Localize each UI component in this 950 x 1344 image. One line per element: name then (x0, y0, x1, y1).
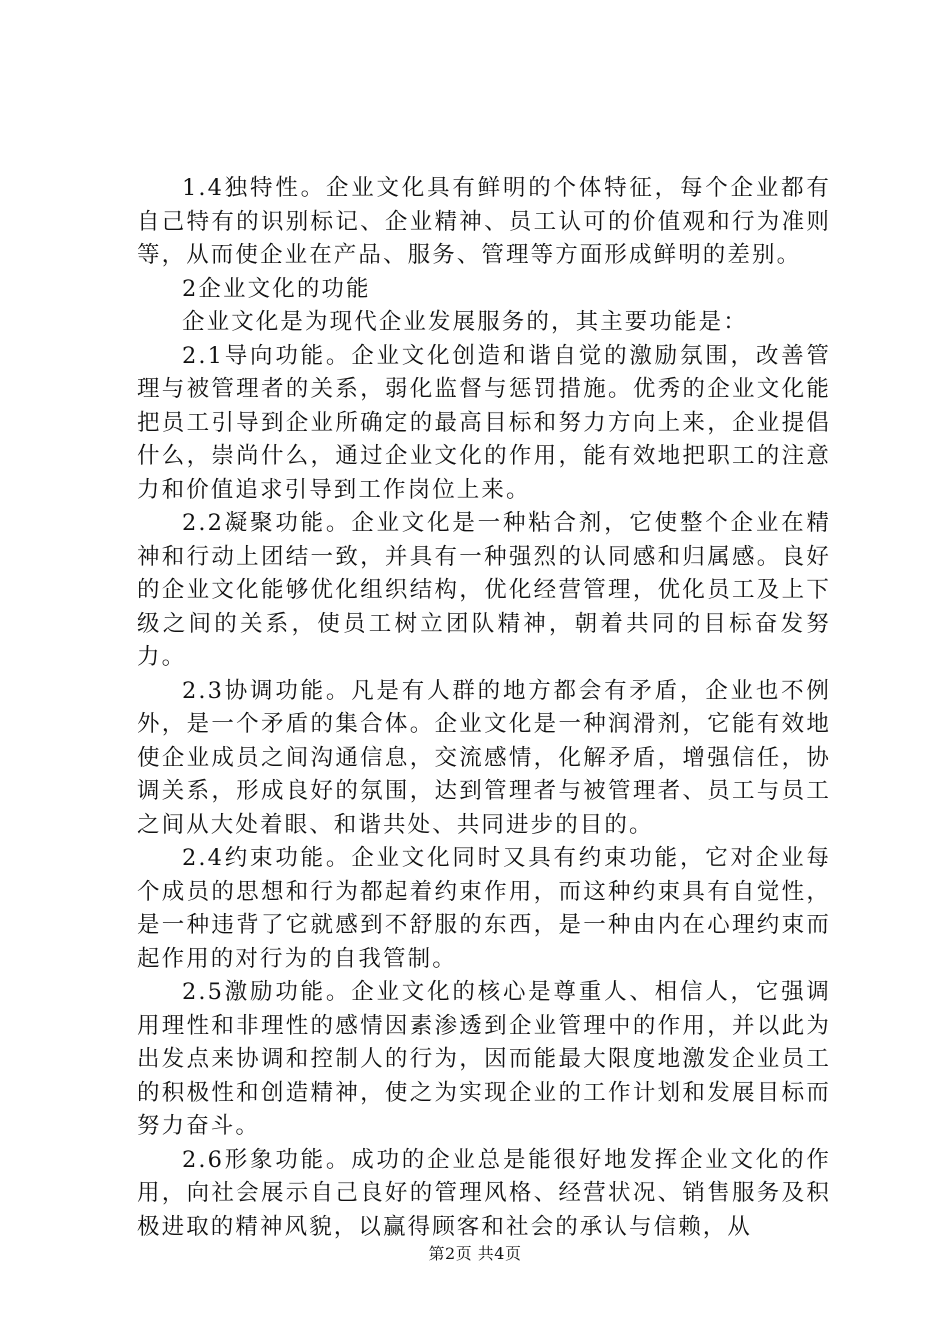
page-footer: 第2页 共4页 (428, 1244, 522, 1263)
paragraph-functions-intro: 企业文化是为现代企业发展服务的，其主要功能是： (182, 309, 748, 335)
paragraph-2-3-coordination: 2.3协调功能。凡是有人群的地方都会有矛盾，企业也不例外，是一个矛盾的集合体。企业文化是一种润滑剂，它能有效地使企业成员之间沟通信息，交流感情，化解矛盾，增强信任，协调关系，形成良好的氛围，达到管理者与被管理者、员工与员工之间从大处着眼、和谐共处、共同进步的目的。 (137, 677, 831, 838)
document-body (137, 172, 831, 1244)
paragraph-2-6-image: 2.6形象功能。成功的企业总是能很好地发挥企业文化的作用，向社会展示自己良好的管理风格、经营状况、销售服务及积极进取的精神风貌，以赢得顾客和社会的承认与信赖，从 (137, 1146, 831, 1240)
paragraph-2-1-guidance: 2.1导向功能。企业文化创造和谐自觉的激励氛围，改善管理与被管理者的关系，弱化监督与惩罚措施。优秀的企业文化能把员工引导到企业所确定的最高目标和努力方向上来，企业提倡什么，崇尚什么，通过企业文化的作用，能有效地把职工的注意力和价值追求引导到工作岗位上来。 (137, 342, 831, 503)
paragraph-2-2-cohesion: 2.2凝聚功能。企业文化是一种粘合剂，它使整个企业在精神和行动上团结一致，并具有一种强烈的认同感和归属感。良好的企业文化能够优化组织结构，优化经营管理，优化员工及上下级之间的关系，使员工树立团队精神，朝着共同的目标奋发努力。 (137, 510, 831, 670)
paragraph-2-5-motivation: 2.5激励功能。企业文化的核心是尊重人、相信人，它强调用理性和非理性的感情因素渗透到企业管理中的作用，并以此为出发点来协调和控制人的行为，因而能最大限度地激发企业员工的积极性和创造精神，使之为实现企业的工作计划和发展目标而努力奋斗。 (137, 979, 831, 1139)
paragraph-2-4-constraint: 2.4约束功能。企业文化同时又具有约束功能，它对企业每个成员的思想和行为都起着约束作用，而这种约束具有自觉性，是一种违背了它就感到不舒服的东西，是一种由内在心理约束而起作用的对行为的自我管制。 (137, 845, 831, 972)
section-heading-2: 2企业文化的功能 (182, 275, 371, 302)
paragraph-1-4-uniqueness: 1.4独特性。企业文化具有鲜明的个体特征，每个企业都有自己特有的识别标记、企业精神、员工认可的价值观和行为准则等，从而使企业在产品、服务、管理等方面形成鲜明的差别。 (137, 175, 831, 268)
